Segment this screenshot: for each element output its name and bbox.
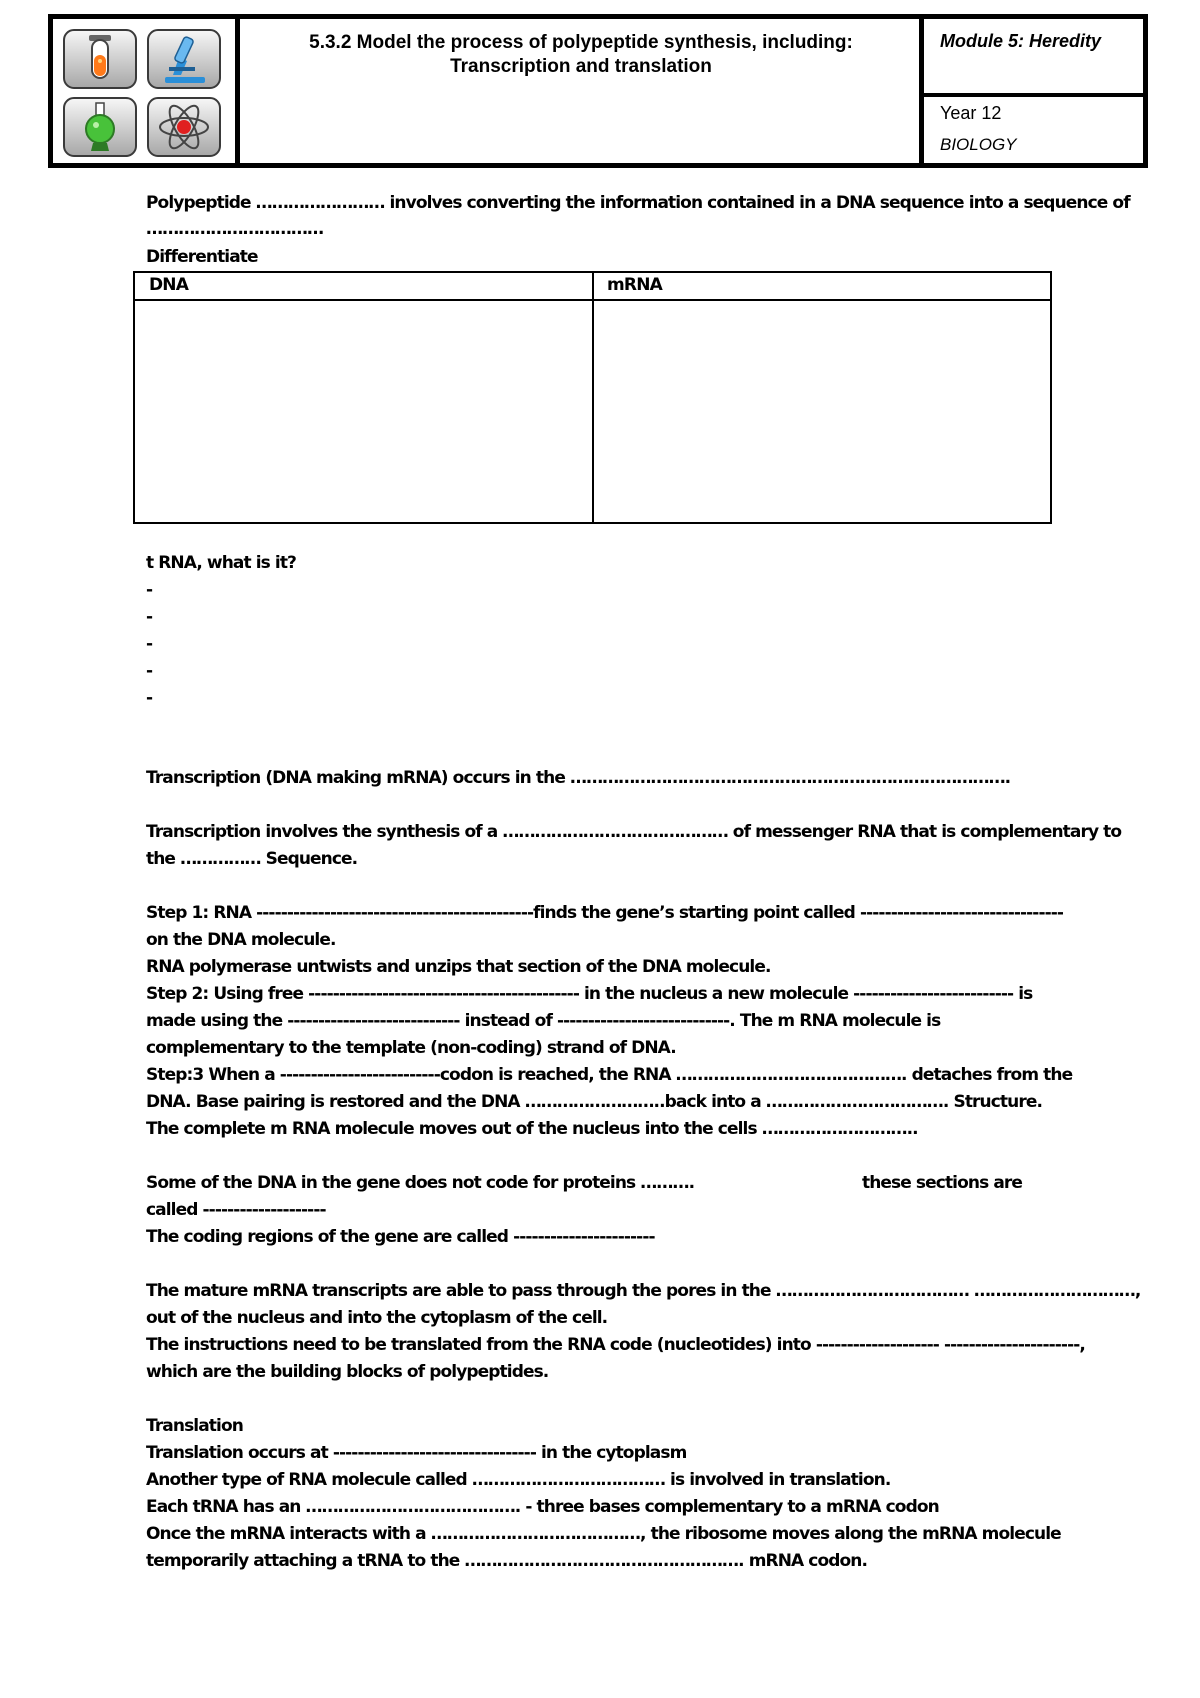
science-logos: [59, 25, 229, 163]
mature-mrna-line: The instructions need to be translated from the RNA code (nucleotides) into -------------------- ----------------------,: [146, 1335, 1085, 1355]
list-item: -: [146, 607, 153, 627]
module-label: Module 5: Heredity: [940, 31, 1102, 51]
transcription-location: Transcription (DNA making mRNA) occurs in the ……………………………………………………………………….: [146, 768, 1011, 788]
worksheet-header: [48, 14, 1148, 168]
table-column-divider: [592, 273, 594, 522]
differentiate-heading: Differentiate: [146, 247, 258, 267]
step-1-line: Step 1: RNA ---------------------------------------------finds the gene’s starting point called ---------------------------------: [146, 903, 1064, 923]
trna-heading: t RNA, what is it?: [146, 553, 297, 573]
dna-answer-cell[interactable]: [137, 301, 587, 521]
microscope-icon: [147, 29, 221, 89]
step-2-line: made using the ---------------------------- instead of ----------------------------. The m RNA molecule is: [146, 1011, 941, 1031]
test-tube-icon: [63, 29, 137, 89]
flask-icon: [63, 97, 137, 157]
step-1-line: on the DNA molecule.: [146, 930, 336, 950]
mature-mrna-line: The mature mRNA transcripts are able to pass through the pores in the ……………………………… …………………………,: [146, 1281, 1141, 1301]
step-3-line: Step:3 When a --------------------------codon is reached, the RNA ……………………………………. detaches from the: [146, 1065, 1073, 1085]
translation-heading: Translation: [146, 1416, 243, 1436]
translation-line: Once the mRNA interacts with a …………………………………, the ribosome moves along the mRNA molecule: [146, 1524, 1061, 1544]
translation-line: Another type of RNA molecule called ……………………………… is involved in translation.: [146, 1470, 891, 1490]
introns-line: these sections are: [862, 1173, 1023, 1193]
mrna-answer-cell[interactable]: [597, 301, 1047, 521]
list-item: -: [146, 580, 153, 600]
year-label: Year 12: [940, 103, 1002, 123]
translation-line: temporarily attaching a tRNA to the ……………………………………………. mRNA codon.: [146, 1551, 868, 1571]
transcription-line: Transcription involves the synthesis of a …………………………………… of messenger RNA that is complementary to: [146, 822, 1122, 842]
list-item: -: [146, 688, 153, 708]
list-item: -: [146, 634, 153, 654]
header-divider: [235, 19, 240, 163]
polymerase-line: RNA polymerase untwists and unzips that section of the DNA molecule.: [146, 957, 771, 977]
introns-line: called --------------------: [146, 1200, 326, 1220]
step-3-line: The complete m RNA molecule moves out of the nucleus into the cells ………………………..: [146, 1119, 918, 1139]
translation-line: Translation occurs at --------------------------------- in the cytoplasm: [146, 1443, 687, 1463]
intro-line: ……………………………: [146, 219, 324, 239]
title-line-2: Transcription and translation: [450, 56, 712, 77]
intro-line: Polypeptide …………………… involves converting the information contained in a DNA sequence into a sequence of: [146, 193, 1130, 213]
table-header-dna: DNA: [149, 275, 189, 295]
mature-mrna-line: which are the building blocks of polypeptides.: [146, 1362, 549, 1382]
step-3-line: DNA. Base pairing is restored and the DNA ……………………..back into a ……………………………. Structure.: [146, 1092, 1043, 1112]
step-2-line: Step 2: Using free -------------------------------------------- in the nucleus a new molecule -------------------------- is: [146, 984, 1033, 1004]
dna-mrna-table: [133, 271, 1052, 524]
atom-icon: [147, 97, 221, 157]
exons-line: The coding regions of the gene are called -----------------------: [146, 1227, 655, 1247]
worksheet-title: [241, 31, 921, 79]
title-line-1: 5.3.2 Model the process of polypeptide synthesis, including:: [309, 32, 853, 53]
transcription-line: the …………… Sequence.: [146, 849, 358, 869]
module-box: [924, 19, 1144, 97]
introns-line: Some of the DNA in the gene does not code for proteins ……….: [146, 1173, 695, 1193]
translation-line: Each tRNA has an …………………………………. - three bases complementary to a mRNA codon: [146, 1497, 939, 1517]
list-item: -: [146, 661, 153, 681]
mature-mrna-line: out of the nucleus and into the cytoplasm of the cell.: [146, 1308, 608, 1328]
table-header-mrna: mRNA: [607, 275, 662, 295]
subject-label: BIOLOGY: [940, 135, 1017, 154]
step-2-line: complementary to the template (non-coding) strand of DNA.: [146, 1038, 676, 1058]
